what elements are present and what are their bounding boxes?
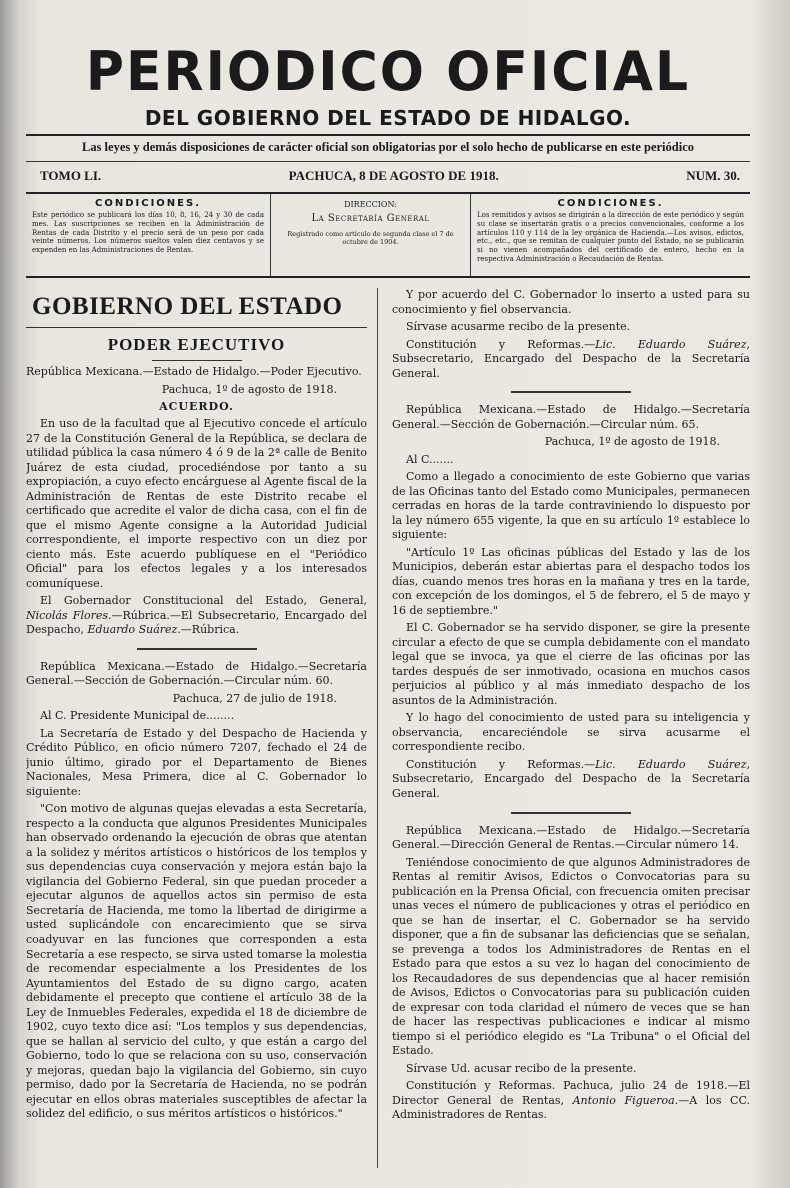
newspaper-title: PERIODICO OFICIAL [85,40,691,104]
decree1-heading: República Mexicana.—Estado de Hidalgo.—Poder Ejecutivo. [26,365,362,379]
issue-dateline: PACHUCA, 8 DE AGOSTO DE 1918. [288,168,499,183]
circular14-sign-a: Constitución y Reformas. Pachuca, julio 24 de 1918.—El Director General de Rentas, [392,1079,750,1107]
circular60-sign-a: Constitución y Reformas.— [406,337,596,351]
circular14-paragraph-1: Teniéndose conocimiento de que algunos Administradores de Rentas al remitir Avisos, Edictos o Convocatorias para su publicación en la Prensa Oficial, con frecuencia omiten precisar unas veces el número de publicaciones y otras el periódico en que se han de insertar, el C. Gobernador se ha servido disponer, que a fin de subsanar las deficiencias que se señalan, se prevenga a todos los Administradores de Rentas en el Estado para que estos a su vez lo hagan del conocimiento de los Recaudadores de sus dependencias que al hacer remisión de Avisos, Edictos o Convocatorias para su publicación cuiden de expresar con toda claridad el número de veces que se han de hacer las respectivas publicaciones e indicar al mismo tiempo si el periódico elegido es "La Tribuna" o el Oficial del Estado. [392,855,750,1058]
short-rule [152,360,242,361]
circular14-signature [392,1079,750,1123]
circular65-heading: República Mexicana.—Estado de Hidalgo.—Secretaría General.—Sección de Gobernación.—Circular núm. 65. [392,403,750,431]
masthead-rule-thin [26,161,750,162]
section-rule [26,327,367,328]
circular65-sign-b: Lic. Eduardo Suárez [595,757,747,771]
circular60-recipient: Al C. Presidente Municipal de........ [40,709,235,723]
circular65-paragraph-2: "Artículo 1º Las oficinas públicas del Estado y las de los Municipios, deberán estar abiertas para el despacho todos los días, cuando menos tres horas en la mañana y tres en la tarde, con excepción de los domingos, el 5 de febrero, el 5 de mayo y 16 de septiembre." [392,545,750,617]
circular65-sign-a: Constitución y Reformas.— [406,757,596,771]
circular65-paragraph-3: El C. Gobernador se ha servido disponer, se gire la presente circular a efecto de que se cumpla debidamente con el mandato legal que se invoca, ya que el cierre de las oficinas por las tardes después de ser inmotivado, ocasiona en muchos casos perjuicios al público y al más inmediato despacho de los asuntos de la Administración. [392,621,750,707]
decree1-sign-d: Eduardo Suárez [87,623,178,637]
circular65-sign-c: , Subsecretario, Encargado del Despacho de la Secretaría General. [392,757,750,800]
circular60-paragraph-2: "Con motivo de algunas quejas elevadas a esta Secretaría, respecto a la conducta que algunos Presidentes Municipales han observado ordenando la ejecución de obras que atentan a la solidez y méritos artísticos o históricos de los templos y sus dependencias cuya conservación y mejora están bajo la vigilancia del Gobierno Federal, sin que puedan proceder a ejecutar algunos de aquellos actos sin permiso de esta Secretaría de Hacienda, me tomo la libertad de dirigirme a usted suplicándole con encarecimiento que se sirva coadyuvar en las funciones que corresponden a esta Secretaría a ese respecto, se sirva usted tomarse la molestia de recomendar especialmente a los Presidentes de los Ayuntamientos del Estado de su digno cargo, acaten debidamente el precepto que contiene el artículo 38 de la Ley de Inmuebles Federales, expedida el 18 de diciembre de 1902, cuyo texto dice así: "Los templos y sus dependencias, que se hallan al servicio del culto, y que están a cargo del Gobierno, todo lo que se relaciona con su uso, conservación y mejoras, quedan bajo la vigilancia del Gobierno, sin cuyo permiso, dado por la Secretaría de Hacienda, no se podrán ejecutar en ellos obras materiales susceptibles de afectar la solidez del edificio, o sus méritos artísticos o históricos." [26,802,367,1121]
circular60-sign-c: , Subsecretario, Encargado del Despacho de la Secretaría General. [392,337,750,380]
decree1-body: En uso de la facultad que al Ejecutivo concede el artículo 27 de la Constitución General de la República, se declara de utilidad pública la casa número 4 ó 9 de la 2ª calle de Benito Juárez de esta ciudad, procediéndose por tanto a su expropiación, a cuyo efecto encárguese al Agente fiscal de la Administración de Rentas de este Distrito recabe el certificado que acredite el valor de dicha casa, con el fin de que el mismo Agente consigne a la Autoridad Judicial correspondiente, el importe respectivo con un diez por ciento más. Este acuerdo publíquese en el "Periódico Oficial" para los efectos legales y a los interesados comuníquese. [26,416,367,590]
conditions-right-text: Los remitidos y avisos se dirigirán a la dirección de este periódico y según su clase se insertarán gratis o a precios convencionales, conforme a los artículos 110 y 114 de la ley orgánica de Hacienda.—Los avisos, edictos, etc., etc., que se remitan de cualquier punto del Estado, no se publicarán si no vienen acompañados del certificado de entero, hecho en la respectiva Administración o Recaudación de Rentas. [477,211,744,263]
decree1-sign-a: El Gobernador Constitucional del Estado, General, [40,594,367,608]
circular14-ack: Sírvase Ud. acusar recibo de la presente. [406,1061,637,1075]
article-columns [26,288,750,1168]
circular65-date: Pachuca, 1º de agosto de 1918. [544,435,720,449]
power-heading: PODER EJECUTIVO [107,335,286,354]
circular65-signature [392,758,750,802]
registration-note: Registrado como artículo de segunda clase el 7 de octubre de 1904. [287,230,454,247]
masthead [26,40,750,188]
conditions-right-heading: CONDICIONES. [557,198,664,209]
decree1-sign-c: .—Rúbrica.—El Subsecretario, Encargado del Despacho, [26,608,367,637]
circular60-signature [392,338,750,382]
separator-rule [137,648,257,650]
separator-rule [511,391,631,393]
masthead-rule [26,134,750,136]
circular60-ack: Sírvase acusarme recibo de la presente. [406,320,631,334]
direction-name: La Secretaría General [311,213,430,224]
circular60-closing: Y por acuerdo del C. Gobernador lo inserto a usted para su conocimiento y fiel observancia. [392,288,750,316]
separator-rule [511,812,631,814]
decree1-signatures [26,594,367,638]
newspaper-subtitle: DEL GOBIERNO DEL ESTADO DE HIDALGO. [144,106,632,130]
conditions-box [26,192,750,278]
conditions-right [471,194,750,276]
circular65-paragraph-1: Como a llegado a conocimiento de este Gobierno que varias de las Oficinas tanto del Estado como Municipales, permanecen cerradas en horas de la tarde contraviniendo lo dispuesto por la ley número 655 vigente, la que en su artículo 1º establece lo siguiente: [392,470,750,542]
decree1-title: ACUERDO. [159,400,234,414]
circular65-recipient: Al C....... [406,452,454,466]
circular60-date: Pachuca, 27 de julio de 1918. [172,691,337,705]
decree1-sign-b: Nicolás Flores [26,608,108,622]
circular14-heading: República Mexicana.—Estado de Hidalgo.—Secretaría General.—Dirección General de Rentas.—Circular número 14. [392,823,750,852]
issue-number: NUM. 30. [686,168,740,183]
direction-box [271,194,471,276]
circular60-paragraph-1: La Secretaría de Estado y del Despacho de Hacienda y Crédito Público, en oficio número 7207, fechado el 24 de junio último, girado por el Departamento de Bienes Nacionales, Mesa Primera, dice al C. Gobernador lo siguiente: [26,726,367,798]
right-column [378,288,750,1168]
conditions-left-text: Este periódico se publicará los días 10, 8, 16, 24 y 30 de cada mes. Las suscripciones se reciben en la Administración de Rentas de cada Distrito y el precio será de un peso por cada veinte números. Los números sueltos valen diez centavos y se expenden en las Administraciones de Rentas. [32,211,264,254]
legal-notice: Las leyes y demás disposiciones de carácter oficial son obligatorias por el solo hecho de publicarse en este periódico [81,140,694,154]
left-column [26,288,378,1168]
decree1-sign-e: .—Rúbrica. [177,623,240,637]
circular60-heading: República Mexicana.—Estado de Hidalgo.—Secretaría General.—Sección de Gobernación.—Circular núm. 60. [26,659,367,688]
direction-heading: DIRECCION: [344,200,397,209]
circular60-sign-b: Lic. Eduardo Suárez [595,337,747,351]
conditions-left-heading: CONDICIONES. [95,198,201,209]
circular14-sign-b: Antonio Figueroa [572,1093,675,1107]
conditions-left [26,194,271,276]
issue-line [26,164,750,188]
circular14-sign-c: .—A los CC. Administradores de Rentas. [392,1093,750,1122]
decree1-date: Pachuca, 1º de agosto de 1918. [161,382,337,396]
volume-number: TOMO LI. [40,168,102,183]
circular65-paragraph-4: Y lo hago del conocimiento de usted para su inteligencia y observancia, encareciéndole se sirva acusarme el correspondiente recibo. [392,711,750,754]
section-title: GOBIERNO DEL ESTADO [32,293,343,320]
